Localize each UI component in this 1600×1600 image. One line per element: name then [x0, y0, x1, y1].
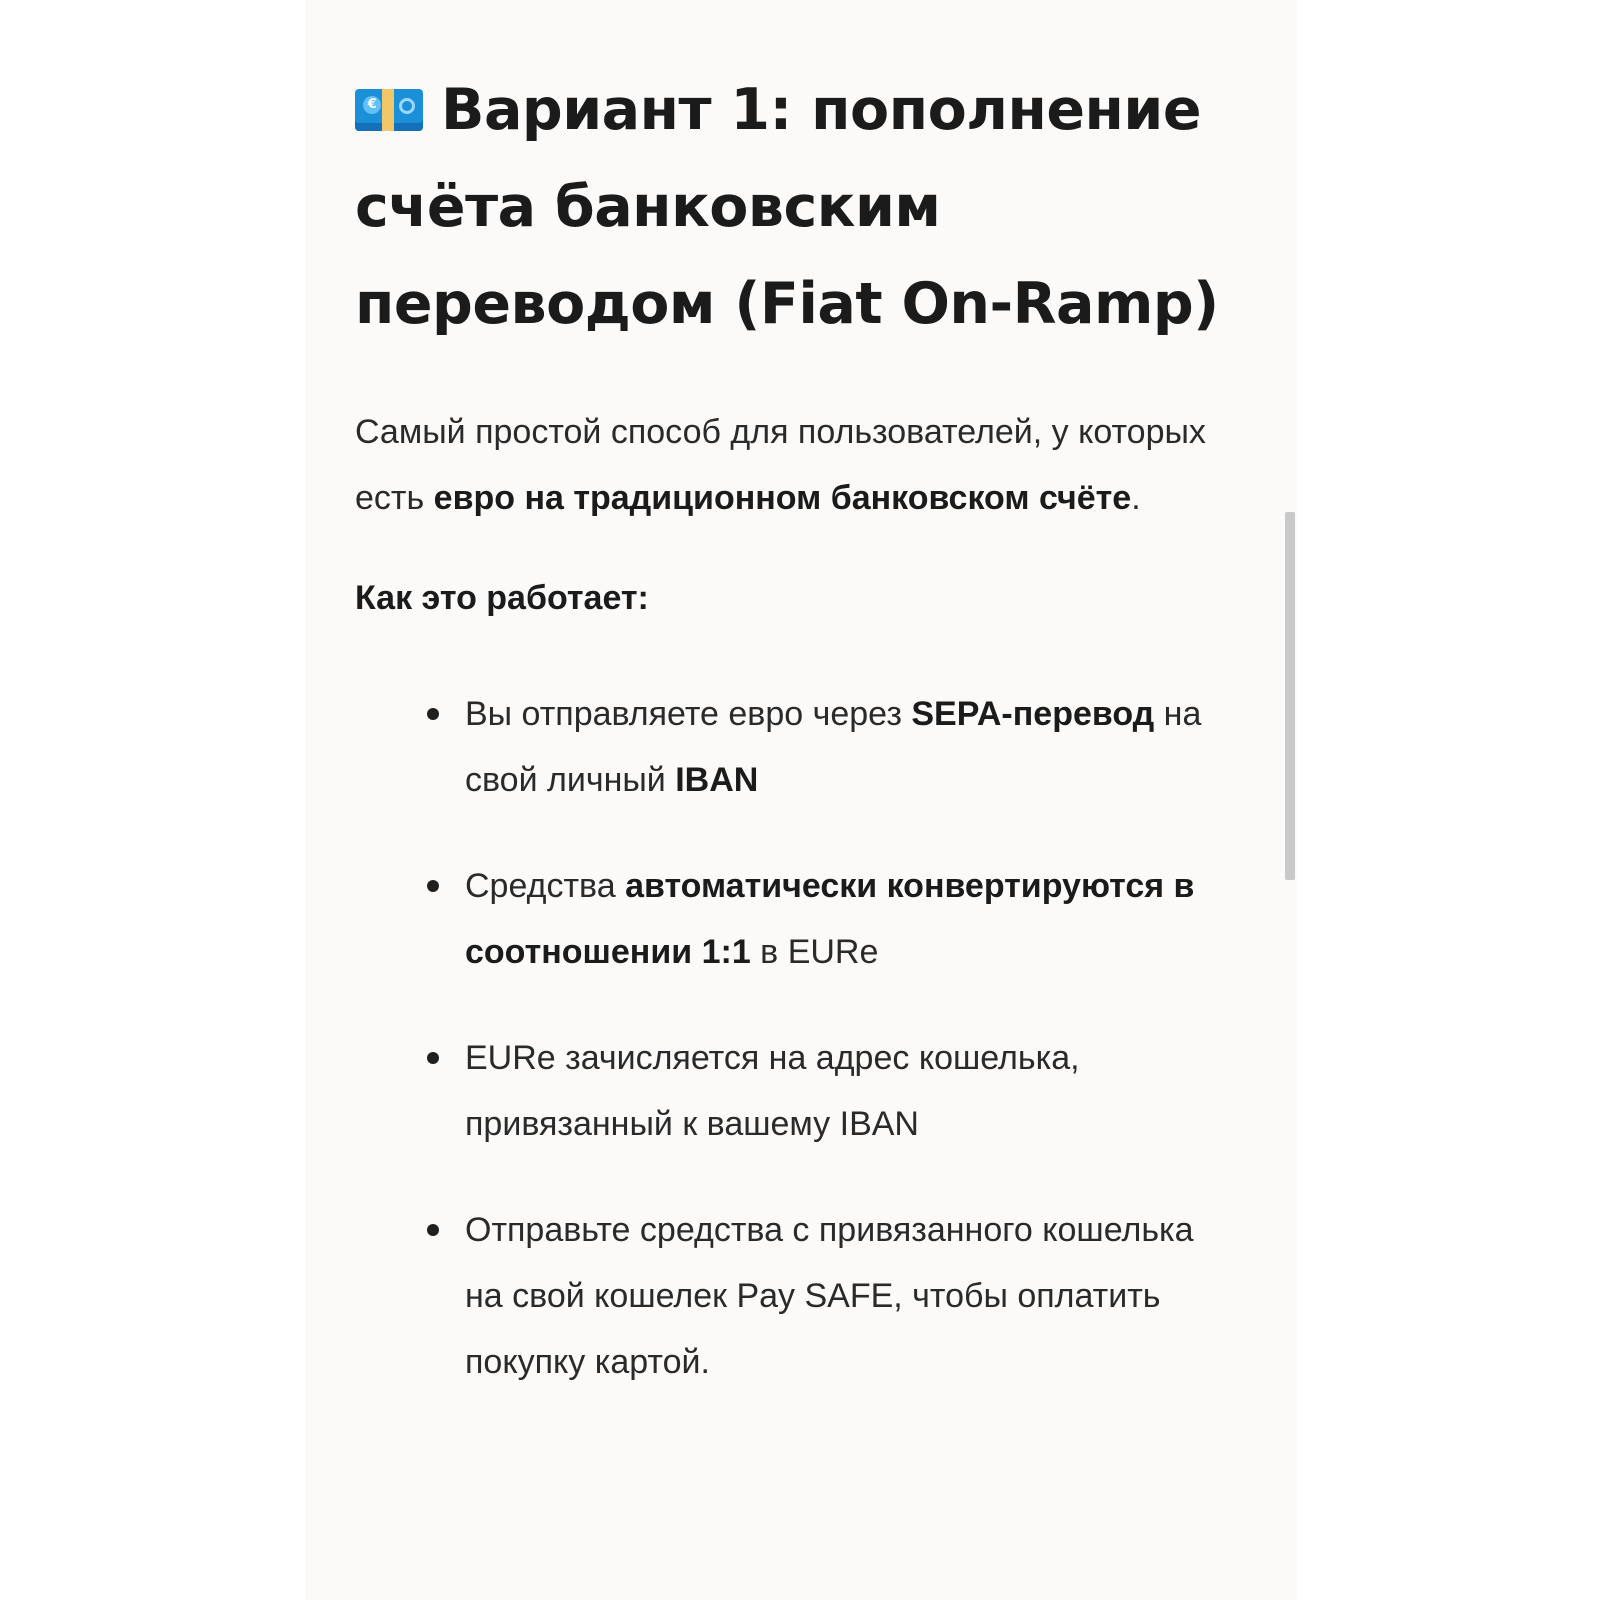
bullet-icon [427, 1052, 439, 1064]
scrollbar[interactable] [1285, 512, 1295, 880]
bullet-icon [427, 708, 439, 720]
list-item: Средства автоматически конвертируются в соотношении 1:1 в EURe [355, 853, 1205, 985]
page-title-text: Вариант 1: пополнение счёта банковским переводом (Fiat On-Ramp) [355, 77, 1219, 337]
list-item: EURe зачисляется на адрес кошелька, привязанный к вашему IBAN [355, 1025, 1205, 1157]
bullet-icon [427, 1224, 439, 1236]
bullet-icon [427, 880, 439, 892]
how-it-works-heading: Как это работает: [355, 579, 649, 617]
intro-text: Самый простой способ для пользователей, у которых есть [355, 413, 1206, 517]
intro-bold-text: евро на традиционном банковском счёте [433, 479, 1132, 517]
document-page [305, 0, 1297, 1600]
euro-banknote-icon: € [355, 89, 423, 131]
page-title [355, 62, 1255, 353]
list-item: Отправьте средства с привязанного кошелька на свой кошелек Pay SAFE, чтобы оплатить покупку картой. [355, 1197, 1205, 1395]
intro-period: . [1131, 479, 1141, 517]
intro-paragraph [355, 399, 1245, 531]
list-item: Вы отправляете евро через SEPA-перевод на свой личный IBAN [355, 681, 1205, 813]
steps-list [355, 681, 1255, 1395]
article-content [355, 62, 1255, 1435]
